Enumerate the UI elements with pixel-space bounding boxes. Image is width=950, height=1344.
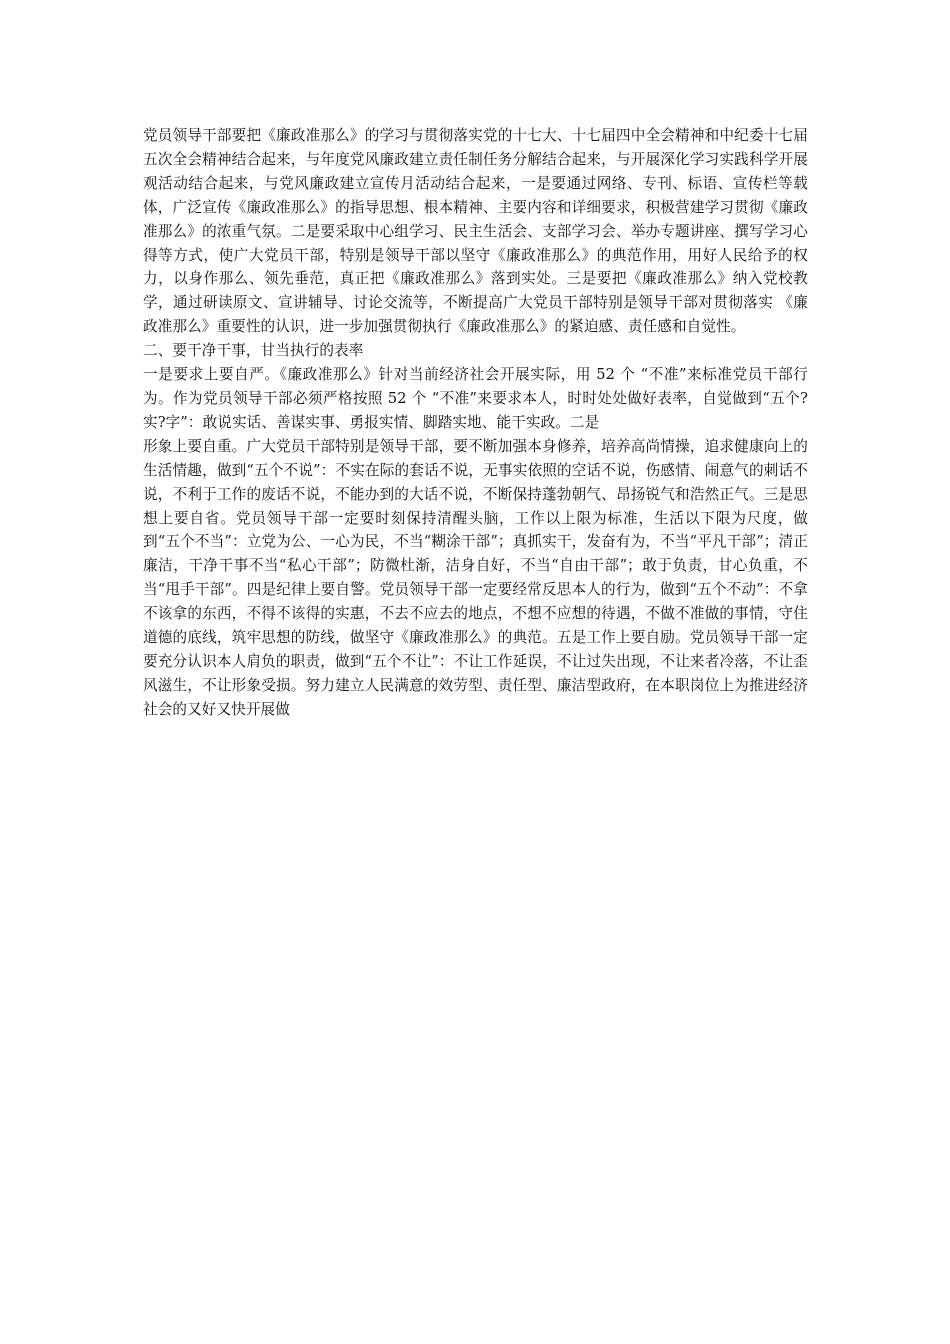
document-body <box>143 124 808 722</box>
section-heading: 二、要干净干事，甘当执行的表率 <box>143 342 364 360</box>
body-paragraph: 形象上要自重。广大党员干部特别是领导干部，要不断加强本身修养，培养高尚情操，追求健康向上的生活情趣，做到“五个不说”：不实在际的套话不说，无事实依照的空话不说，伤感情、闹意气的刺话不说，不利于工作的废话不说，不能办到的大话不说，不断保持蓬勃朝气、昂扬锐气和浩然正气。三是思想上要自省。党员领导干部一定要时刻保持清醒头脑，工作以上限为标准，生活以下限为尺度，做到“五个不当”：立党为公、一心为民，不当“糊涂干部”；真抓实干，发奋有为，不当“平凡干部”；清正廉洁，干净干事不当“私心干部”；防微杜渐，洁身自好，不当“自由干部”；敢于负责，甘心负重，不当“甩手干部”。四是纪律上要自警。党员领导干部一定要经常反思本人的行为，做到“五个不动”：不拿不该拿的东西，不得不该得的实惠，不去不应去的地点，不想不应想的待遇，不做不准做的事情，守住道德的底线，筑牢思想的防线，做坚守《廉政准那么》的典范。五是工作上要自励。党员领导干部一定要充分认识本人肩负的职责，做到“五个不让”：不让工作延误，不让过失出现，不让来者冷落，不让歪风滋生，不让形象受损。努力建立人民满意的效劳型、责任型、廉洁型政府，在本职岗位上为推进经济社会的又好又快开展做 <box>143 437 808 718</box>
body-paragraph: 党员领导干部要把《廉政准那么》的学习与贯彻落实党的十七大、十七届四中全会精神和中纪委十七届五次全会精神结合起来，与年度党风廉政建立责任制任务分解结合起来，与开展深化学习实践科学开展观活动结合起来，与党风廉政建立宣传月活动结合起来，一是要通过网络、专刊、标语、宣传栏等载体，广泛宣传《廉政准那么》的指导思想、根本精神、主要内容和详细要求，积极营建学习贯彻《廉政准那么》的浓重气氛。二是要采取中心组学习、民主生活会、支部学习会、举办专题讲座、撰写学习心得等方式，使广大党员干部，特别是领导干部以坚守《廉政准那么》的典范作用，用好人民给予的权力，以身作那么、领先垂范，真正把《廉政准那么》落到实处。三是要把《廉政准那么》纳入党校教学，通过研读原文、宣讲辅导、讨论交流等，不断提高广大党员干部特别是领导干部对贯彻落实 《廉政准那么》重要性的认识，进一步加强贯彻执行《廉政准那么》的紧迫感、责任感和自觉性。 <box>143 127 808 336</box>
body-paragraph: 一是要求上要自严。《廉政准那么》针对当前经济社会开展实际，用 52 个 “不准”来标准党员干部行为。作为党员领导干部必须严格按照 52 个 “不准”来要求本人，时时处处做好表率，自觉做到“五个?实?字”：敢说实话、善谋实事、勇报实情、脚踏实地、能干实政。二是 <box>143 366 808 431</box>
